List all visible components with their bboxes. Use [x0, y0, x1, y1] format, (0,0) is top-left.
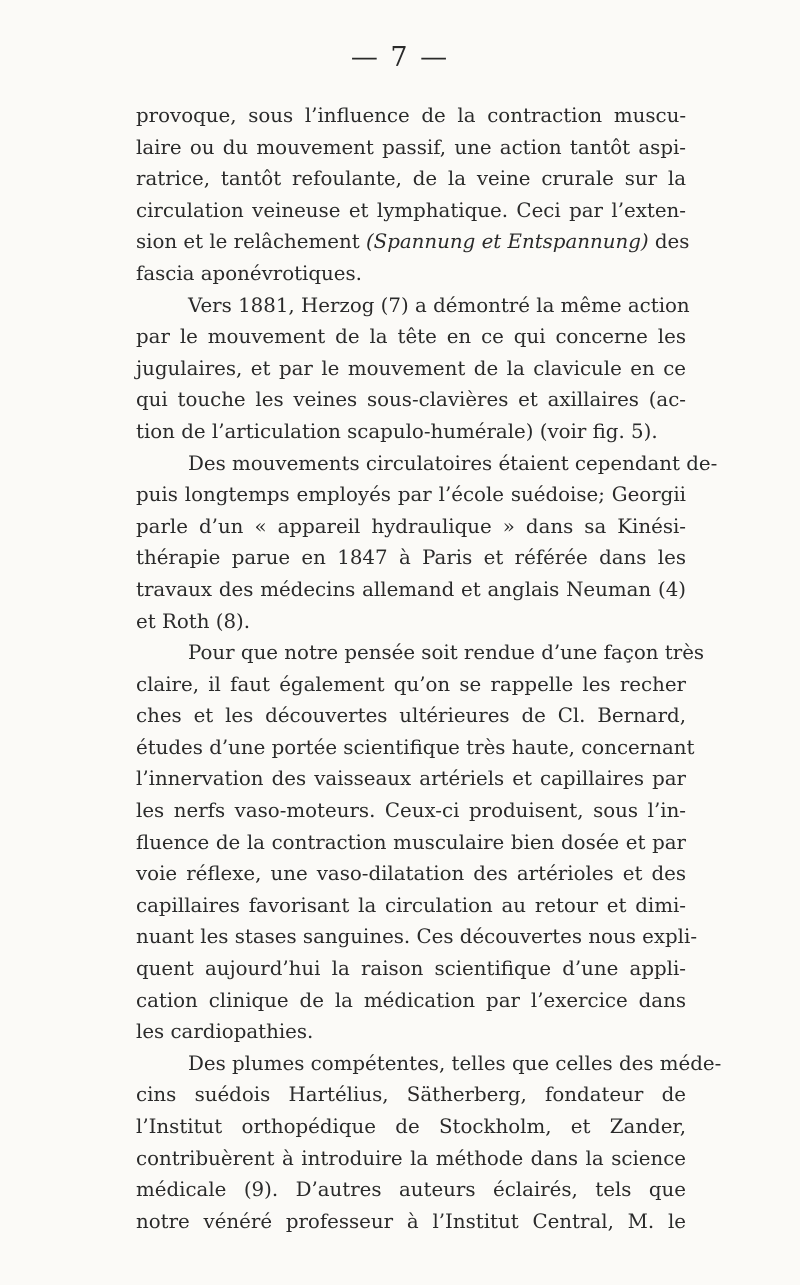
text-line: études d’une portée scientifique très haute, concernant: [136, 735, 695, 759]
text-line: cation clinique de la médication par l’exercice dans: [136, 988, 686, 1012]
text-line: fascia aponévrotiques.: [136, 261, 362, 285]
text-line: notre vénéré professeur à l’Institut Central, M. le: [136, 1209, 686, 1233]
text-line: qui touche les veines sous-clavières et axillaires (ac-: [136, 388, 686, 412]
text-line: voie réflexe, une vaso-dilatation des artérioles et des: [136, 862, 686, 886]
text-line: sion et le relâchement (Spannung et Entspannung) des: [136, 230, 690, 254]
text-line: Des mouvements circulatoires étaient cependant de-: [188, 451, 718, 475]
text-line: les cardiopathies.: [136, 1020, 314, 1044]
paragraph: [136, 290, 690, 448]
page-number: — 7 —: [350, 42, 450, 73]
paragraph: [136, 448, 718, 638]
text-line: parle d’un « appareil hydraulique » dans sa Kinési-: [136, 514, 686, 538]
text-line: l’Institut orthopédique de Stockholm, et Zander,: [136, 1115, 686, 1138]
text-line: cins suédois Hartélius, Sätherberg, fondateur de: [136, 1083, 686, 1107]
text-line: ches et les découvertes ultérieures de Cl. Bernard,: [136, 704, 686, 728]
text-line: ratrice, tantôt refoulante, de la veine crurale sur la: [136, 167, 686, 191]
text-line: jugulaires, et par le mouvement de la clavicule en ce: [136, 356, 686, 380]
text-line: médicale (9). D’autres auteurs éclairés, tels que: [136, 1178, 686, 1202]
paragraph: [136, 100, 690, 290]
text-line: Pour que notre pensée soit rendue d’une façon très: [188, 641, 705, 665]
paragraph: [136, 637, 705, 1048]
text-line: et Roth (8).: [136, 609, 251, 633]
text-line: circulation veineuse et lymphatique. Ceci par l’exten-: [136, 198, 686, 222]
text-line: capillaires favorisant la circulation au retour et dimi-: [136, 893, 686, 917]
text-line: l’innervation des vaisseaux artériels et capillaires par: [136, 767, 686, 791]
paragraph: [136, 1048, 722, 1238]
text-line: thérapie parue en 1847 à Paris et référée dans les: [136, 546, 686, 570]
text-line: fluence de la contraction musculaire bien dosée et par: [136, 830, 686, 854]
text-line: nuant les stases sanguines. Ces découvertes nous expli-: [136, 925, 698, 949]
text-line: quent aujourd’hui la raison scientifique d’une appli-: [136, 957, 686, 981]
text-line: Des plumes compétentes, telles que celles des méde-: [188, 1051, 722, 1075]
text-line: puis longtemps employés par l’école suédoise; Georgii: [136, 483, 686, 507]
text-line: par le mouvement de la tête en ce qui concerne les: [136, 325, 686, 349]
body-text: [136, 100, 722, 1237]
text-line: claire, il faut également qu’on se rappelle les recher: [136, 672, 686, 696]
text-line: Vers 1881, Herzog (7) a démontré la même action: [188, 293, 690, 317]
text-line: les nerfs vaso-moteurs. Ceux-ci produisent, sous l’in-: [136, 799, 686, 823]
text-line: contribuèrent à introduire la méthode dans la science: [136, 1146, 686, 1170]
text-line: laire ou du mouvement passif, une action tantôt aspi-: [136, 135, 686, 159]
text-line: tion de l’articulation scapulo-humérale) (voir fig. 5).: [136, 419, 658, 443]
italic-term: (Spannung et Entspannung): [365, 230, 649, 254]
text-line: travaux des médecins allemand et anglais Neuman (4): [136, 577, 686, 601]
text-line: provoque, sous l’influence de la contraction muscu-: [136, 104, 686, 127]
